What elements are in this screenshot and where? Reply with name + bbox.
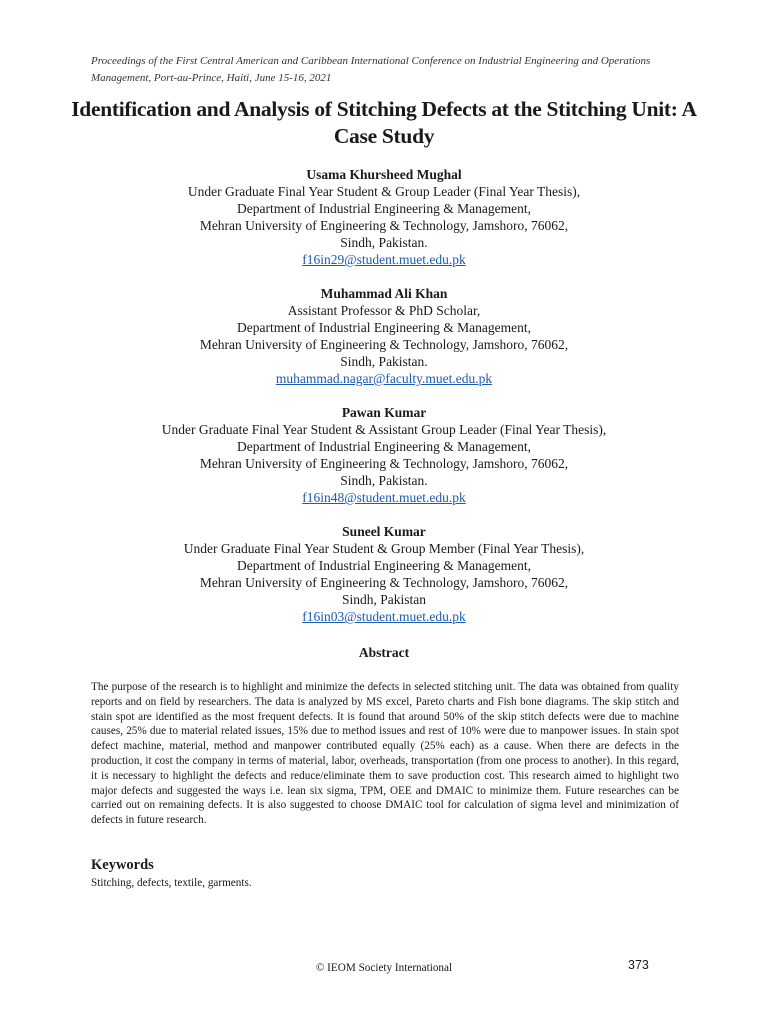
affiliation-line: Sindh, Pakistan. <box>340 354 428 369</box>
copyright-footer: © IEOM Society International <box>315 962 453 974</box>
abstract-text: The purpose of the research is to highlight and minimize the defects in selected stitching unit. The data was obtained from quality reports and on field by researchers. The data is analyzed by MS excel, Pareto charts and Fish bone diagrams. The skip stitch and stain spot are identified as the most frequent defects. It is found that around 50% of the skip stitch defects were due to machine causes, 25% due to material related issues, 15% due to method issues and rest of 10% were due to manpower issues. In stain spot defect machine, material, method and manpower contributed equally (25% each) as a cause. When there are defects in the production, it cost the company in terms of material, labor, overheads, transportation (from one process to another). In this regard, it is necessary to highlight the defects and reduce/eliminate them to save production cost. This research aimed to highlight two major defects and suggested the ways i.e. lean six sigma, TPM, OEE and DMAIC to minimize them. Future researches can be carried out on remaining defects. It is also suggested to choose DMAIC tool for calculation of sigma level and minimization of defects in future research. <box>91 681 679 827</box>
affiliation-line: Sindh, Pakistan <box>341 592 426 607</box>
affiliation-line: Mehran University of Engineering & Technology, Jamshoro, 76062, <box>199 337 569 352</box>
author-block <box>0 404 768 506</box>
affiliation-line: Under Graduate Final Year Student & Assistant Group Leader (Final Year Thesis), <box>161 422 607 437</box>
affiliation-line: Department of Industrial Engineering & Management, <box>237 320 531 335</box>
author-email-link[interactable]: f16in03@student.muet.edu.pk <box>302 609 466 624</box>
keywords-heading: Keywords <box>91 857 154 873</box>
keywords-text: Stitching, defects, textile, garments. <box>91 877 252 889</box>
affiliation-line: Mehran University of Engineering & Technology, Jamshoro, 76062, <box>199 575 569 590</box>
author-name: Suneel Kumar <box>342 524 426 539</box>
affiliation-line: Mehran University of Engineering & Technology, Jamshoro, 76062, <box>199 218 569 233</box>
author-email-link[interactable]: f16in48@student.muet.edu.pk <box>302 490 466 505</box>
author-block <box>0 166 768 268</box>
author-name: Pawan Kumar <box>341 405 427 420</box>
author-list <box>0 166 768 642</box>
author-block <box>0 285 768 387</box>
affiliation-line: Department of Industrial Engineering & Management, <box>237 201 531 216</box>
author-email-link[interactable]: f16in29@student.muet.edu.pk <box>302 252 466 267</box>
author-name: Usama Khursheed Mughal <box>306 167 462 182</box>
author-email-link[interactable]: muhammad.nagar@faculty.muet.edu.pk <box>275 371 493 386</box>
affiliation-line: Mehran University of Engineering & Technology, Jamshoro, 76062, <box>199 456 569 471</box>
abstract-heading: Abstract <box>358 645 410 660</box>
paper-title: Identification and Analysis of Stitching Defects at the Stitching Unit: A Case Study <box>71 97 697 148</box>
page-number: 373 <box>628 958 649 972</box>
affiliation-line: Under Graduate Final Year Student & Group Leader (Final Year Thesis), <box>187 184 581 199</box>
affiliation-line: Under Graduate Final Year Student & Group Member (Final Year Thesis), <box>183 541 585 556</box>
conference-header: Proceedings of the First Central American and Caribbean International Conference on Industrial Engineering and Operations Management, Port-au-Prince, Haiti, June 15-16, 2021 <box>91 55 651 84</box>
author-block <box>0 523 768 625</box>
affiliation-line: Assistant Professor & PhD Scholar, <box>287 303 481 318</box>
affiliation-line: Sindh, Pakistan. <box>340 235 428 250</box>
affiliation-line: Department of Industrial Engineering & Management, <box>237 439 531 454</box>
affiliation-line: Sindh, Pakistan. <box>340 473 428 488</box>
affiliation-line: Department of Industrial Engineering & Management, <box>237 558 531 573</box>
author-name: Muhammad Ali Khan <box>320 286 448 301</box>
